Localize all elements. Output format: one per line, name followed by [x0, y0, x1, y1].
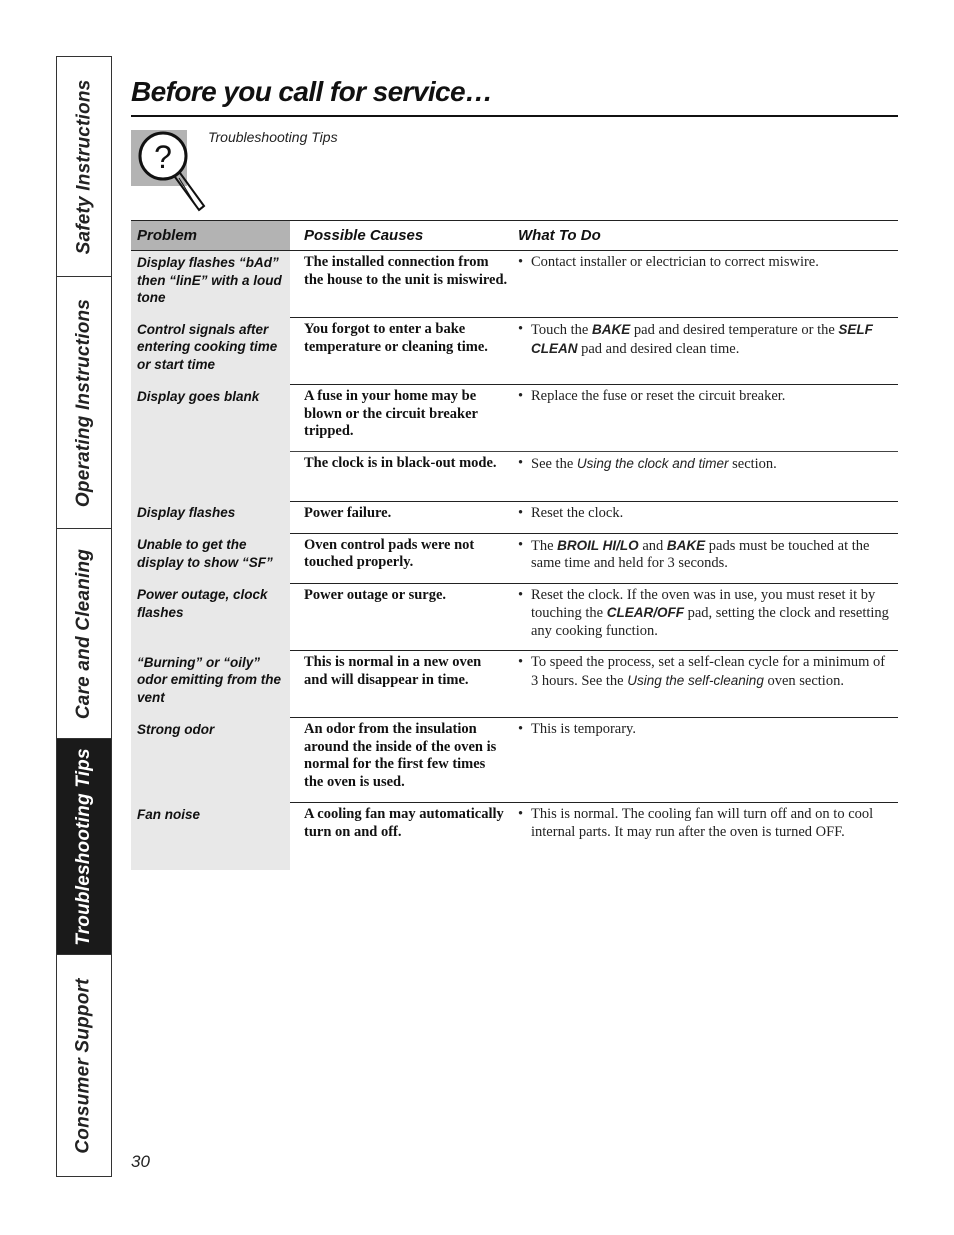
todo-cell: • Reset the clock. If the oven was in use, you must reset it by touching the CLEAR/OFF pad, setting the clock and resetting any cooking function. — [510, 583, 898, 651]
todo-cell: • This is normal. The cooling fan will turn off and on to cool internal parts. It may run after the oven is turned OFF. — [510, 803, 898, 870]
problem-cell: Control signals after entering cooking time or start time — [131, 318, 290, 385]
title-rule — [131, 115, 898, 117]
tab-label: Care and Cleaning — [73, 548, 94, 719]
tab-troubleshooting-tips[interactable] — [57, 739, 111, 955]
tab-consumer-support[interactable] — [57, 955, 111, 1176]
problem-cell: Power outage, clock flashes — [131, 583, 290, 651]
table-row — [131, 651, 898, 718]
table-header-row — [131, 221, 898, 251]
tab-label: Troubleshooting Tips — [73, 747, 94, 946]
tab-care-and-cleaning[interactable] — [57, 529, 111, 739]
cause-cell: The clock is in black-out mode. — [290, 451, 510, 501]
todo-cell: • To speed the process, set a self-clean cycle for a minimum of 3 hours. See the Using the self-cleaning oven section. — [510, 651, 898, 718]
page-title: Before you call for service… — [131, 76, 493, 107]
section-label: Troubleshooting Tips — [208, 129, 338, 145]
problem-cell: Unable to get the display to show “SF” — [131, 533, 290, 583]
tab-operating-instructions[interactable] — [57, 277, 111, 529]
column-header-problem: Problem — [131, 221, 290, 251]
problem-cell: “Burning” or “oily” odor emitting from the vent — [131, 651, 290, 718]
side-tabs — [56, 56, 112, 1177]
todo-cell: • Reset the clock. — [510, 501, 898, 533]
todo-cell: • See the Using the clock and timer section. — [510, 451, 898, 501]
cause-cell: A fuse in your home may be blown or the circuit breaker tripped. — [290, 385, 510, 452]
table-row — [131, 385, 898, 452]
cause-cell: Oven control pads were not touched properly. — [290, 533, 510, 583]
problem-cell: Display flashes “bAd” then “linE” with a loud tone — [131, 251, 290, 318]
cause-cell: A cooling fan may automatically turn on and off. — [290, 803, 510, 870]
column-header-causes: Possible Causes — [290, 221, 510, 251]
table-row — [131, 583, 898, 651]
question-mark-glyph: ? — [154, 139, 172, 175]
page-number: 30 — [131, 1152, 150, 1171]
todo-cell: • Contact installer or electrician to correct miswire. — [518, 254, 819, 270]
cause-cell: The installed connection from the house to the unit is miswired. — [304, 254, 508, 288]
question-magnifier-icon — [131, 130, 211, 215]
problem-cell: Fan noise — [131, 803, 290, 870]
cause-cell: You forgot to enter a bake temperature or cleaning time. — [290, 318, 510, 385]
todo-cell: • Touch the BAKE pad and desired temperature or the SELF CLEAN pad and desired clean time. — [510, 318, 898, 385]
cause-cell: This is normal in a new oven and will disappear in time. — [290, 651, 510, 718]
tab-label: Safety Instructions — [73, 79, 94, 254]
cause-cell: An odor from the insulation around the inside of the oven is normal for the first few times the oven is used. — [290, 718, 510, 803]
problem-cell: Display goes blank — [131, 385, 290, 502]
todo-cell: • Replace the fuse or reset the circuit breaker. — [510, 385, 898, 452]
table-row — [131, 318, 898, 385]
problem-cell: Strong odor — [131, 718, 290, 803]
todo-cell: • This is temporary. — [510, 718, 898, 803]
table-row — [131, 501, 898, 533]
table-row — [131, 533, 898, 583]
table-row — [131, 251, 898, 318]
tab-label: Operating Instructions — [73, 298, 95, 507]
problem-cell: Display flashes — [131, 501, 290, 533]
cause-cell: Power failure. — [290, 501, 510, 533]
tab-label: Consumer Support — [73, 977, 95, 1154]
troubleshooting-table — [131, 220, 898, 870]
column-header-todo: What To Do — [510, 221, 898, 251]
table-row — [131, 803, 898, 870]
tab-safety-instructions[interactable] — [57, 57, 111, 277]
table-row — [131, 718, 898, 803]
todo-cell: • The BROIL HI/LO and BAKE pads must be touched at the same time and held for 3 seconds. — [510, 533, 898, 583]
cause-cell: Power outage or surge. — [290, 583, 510, 651]
